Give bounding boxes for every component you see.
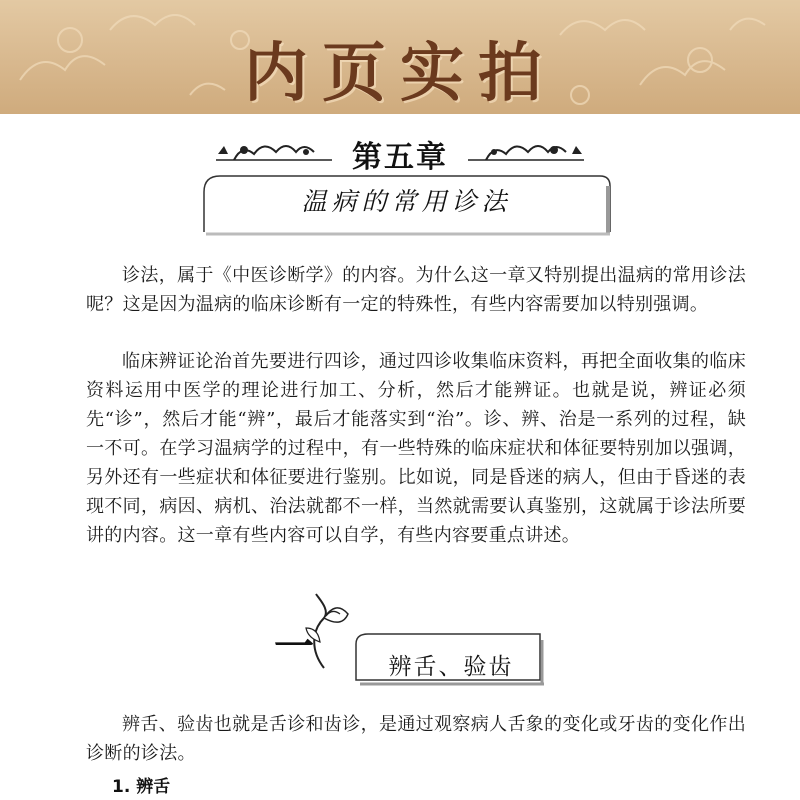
page-banner xyxy=(0,0,800,114)
section-title: 辨舌、验齿 xyxy=(388,654,514,680)
chapter-label: 第五章 xyxy=(352,140,448,175)
banner-title: 内页实拍 xyxy=(244,36,556,111)
section-intro-paragraph: 辨舌、验齿也就是舌诊和齿诊，是通过观察病人舌象的变化或牙齿的变化作出诊断的诊法。 xyxy=(86,714,746,764)
subheading: 1. 辨舌 xyxy=(112,777,171,797)
paragraph-intro: 诊法，属于《中医诊断学》的内容。为什么这一章又特别提出温病的常用诊法呢？这是因为温病的临床诊断有一定的特殊性，有些内容需要加以特别强调。 xyxy=(86,265,746,315)
chapter-heading xyxy=(0,132,800,174)
section-number: 一 xyxy=(274,624,314,670)
dragon-ornament-icon xyxy=(466,138,586,168)
paragraph-body: 临床辨证论治首先要进行四诊，通过四诊收集临床资料，再把全面收集的临床资料运用中医学的理论进行加工、分析，然后才能辨证。也就是说，辨证必须先“诊”，然后才能“辨”，最后才能落实到“治”。诊、辨、治是一系列的过程，缺一不可。在学习温病学的过程中，有一些特殊的临床症状和体征要特别加以强调，另外还有一些症状和体征要进行鉴别。比如说，同是昏迷的病人，但由于昏迷的表现不同，病因、病机、治法就都不一样，当然就需要认真鉴别，这就属于诊法所要讲的内容。这一章有些内容可以自学，有些内容要重点讲述。 xyxy=(86,351,746,546)
dragon-ornament-icon xyxy=(214,138,334,168)
chapter-subtitle: 温病的常用诊法 xyxy=(301,187,512,216)
